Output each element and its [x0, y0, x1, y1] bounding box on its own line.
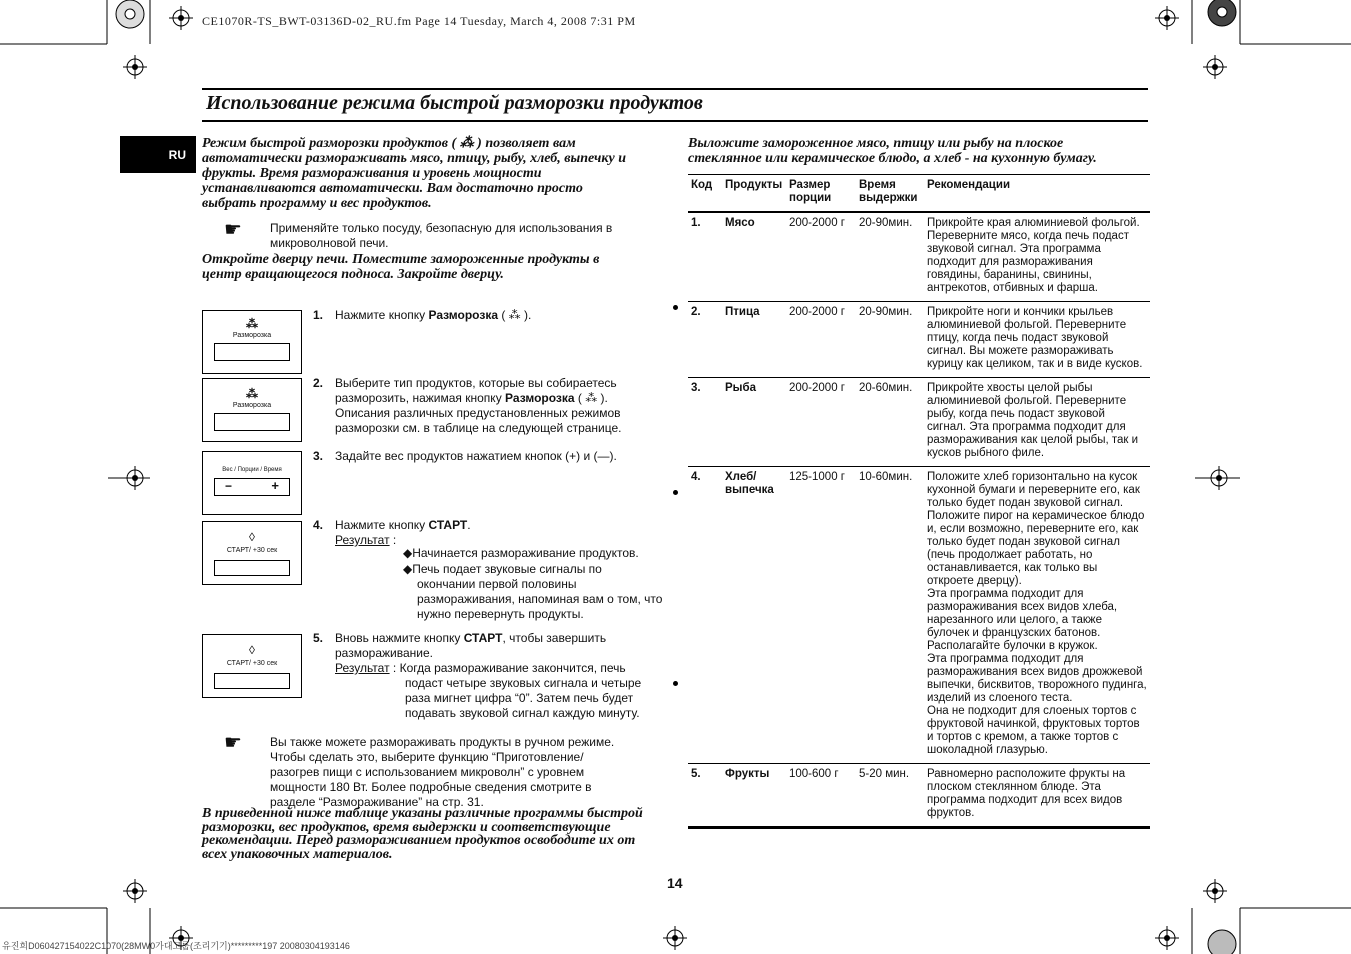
weight-buttons [214, 478, 290, 496]
file-header: CE1070R-TS_BWT-03136D-02_RU.fm Page 14 Tuesday, March 4, 2008 7:31 PM [202, 14, 636, 28]
note-hand-icon: ☛ [224, 219, 242, 241]
step-text: ( ⁂ ). [498, 308, 532, 322]
result-line: : Когда размораживание закончится, печь [389, 661, 626, 675]
row-code: 3. [688, 378, 722, 467]
language-tab-label: RU [168, 148, 186, 162]
step-4-text [335, 518, 665, 548]
open-door-line: Откройте дверцу печи. Поместите замороженные продукты в [202, 252, 600, 267]
right-intro-line: стеклянное или керамическое блюдо, а хлеб - на кухонную бумагу. [688, 151, 1097, 166]
header-time [856, 175, 924, 213]
note-line: Чтобы сделать это, выберите функцию “Приготовление/ [270, 750, 584, 764]
step-3-text: Задайте вес продуктов нажатием кнопок (+) и (—). [335, 449, 617, 463]
intro-line: Режим быстрой разморозки продуктов ( ⁂ ) позволяет вам [202, 136, 576, 151]
recommendation-paragraph: Эта программа подходит для размораживания всех видов дрожжевой выпечки, бисквитов, творожного пудинга, изделий из слоеного теста. [927, 653, 1147, 704]
outro-line: рекомендации. Перед размораживанием продуктов освободите их от [202, 833, 636, 848]
language-tab [120, 136, 196, 173]
separator-dot [673, 681, 678, 686]
intro-line: фрукты. Время размораживания и уровень мощности [202, 166, 542, 181]
defrost-icon: ⁂ [246, 387, 258, 401]
step-number: 5. [313, 631, 324, 645]
header-code: Код [688, 175, 722, 213]
bullet-line: окончании первой половины [417, 577, 577, 591]
row-recommendation [924, 467, 1150, 764]
defrost-label: Разморозка [232, 332, 272, 339]
step-line: Выберите тип продуктов, которые вы собираетесь [335, 376, 617, 390]
table-row [688, 764, 1150, 828]
step-bold: Разморозка [428, 308, 498, 322]
row-recommendation: Прикройте хвосты целой рыбы алюминиевой фольгой. Переверните рыбу, когда печь подаст звуковой сигнал. Эта программа подходит для размораживания как целой рыбы, так и кусков рыбного филе. [924, 378, 1150, 467]
table-row [688, 212, 1150, 302]
defrost-table [688, 174, 1150, 829]
step-number: 4. [313, 518, 324, 532]
table-row [688, 302, 1150, 378]
outro-line: разморозки, вес продуктов, время выдержки и соответствующие [202, 819, 611, 835]
weight-label: Вес / Порции / Время [222, 467, 282, 473]
row-code: 4. [688, 467, 722, 764]
start-panel-illustration [202, 521, 302, 585]
row-time: 20-90мин. [856, 302, 924, 378]
step-bold: Разморозка [505, 391, 575, 405]
recommendation-paragraph: Положите хлеб горизонтально на кусок кухонной бумаги и переверните его, как только будет подан звуковой сигнал. Положите пирог на керамическое блюдо и, если возможно, переверните его, как только будет подан звуковой сигнал (печь продолжает работать, но останавливается, как только вы откроете дверцу). [927, 471, 1145, 587]
row-product: Птица [722, 302, 786, 378]
step-number: 1. [313, 308, 324, 322]
row-size: 200-2000 г [786, 378, 856, 467]
defrost-label: Разморозка [232, 402, 272, 409]
step-text: Нажмите кнопку [335, 308, 429, 322]
intro-line: автоматически размораживать мясо, птицу, рыбу, хлеб, выпечку и [202, 151, 626, 166]
result-line: подаст четыре звуковых сигнала и четыре [405, 676, 642, 690]
recommendation-paragraph: Эта программа подходит для размораживания всех видов хлеба, нарезанного или целого, а также булочек и французских батонов. Располагайте булочки в кружок. [927, 588, 1118, 652]
display-box [214, 673, 290, 689]
display-box [214, 560, 290, 576]
outro-line: В приведенной ниже таблице указаны различные программы быстрой [202, 806, 643, 821]
step-bold: СТАРТ [463, 631, 503, 645]
step-text: Вновь нажмите кнопку [335, 631, 464, 645]
minus-icon: − [225, 479, 233, 493]
row-code: 5. [688, 764, 722, 828]
note-line: микроволновой печи. [270, 236, 389, 250]
display-box [214, 343, 290, 361]
separator-dot [673, 305, 678, 310]
row-recommendation: Прикройте ноги и кончики крыльев алюминиевой фольгой. Переверните птицу, когда печь подаст звуковой сигнал. Вы можете размораживать курицу как целиком, так и в виде кусков. [924, 302, 1150, 378]
bullet-line: нужно перевернуть продукты. [417, 607, 584, 621]
intro-text [202, 136, 672, 211]
note-text [270, 221, 660, 251]
intro-line: выбрать программу и вес продуктов. [202, 196, 432, 211]
header-line: Время [859, 179, 896, 191]
row-time: 20-90мин. [856, 212, 924, 302]
note-line: мощности 180 Вт. Более подробные сведения смотрите в [270, 780, 592, 794]
step-text: , чтобы завершить [502, 631, 607, 645]
start-label: СТАРТ/ +30 сек [226, 547, 278, 554]
page-title: Использование режима быстрой разморозки продуктов [206, 92, 703, 114]
bullet-line: ◆Печь подает звуковые сигналы по [403, 562, 602, 576]
row-product: Мясо [722, 212, 786, 302]
step-2-text [335, 376, 665, 436]
plus-icon: + [271, 478, 279, 493]
start-panel-illustration [202, 634, 302, 698]
product-line: выпечка [725, 484, 774, 496]
row-size: 125-1000 г [786, 467, 856, 764]
open-door-line: центр вращающегося подноса. Закройте дверцу. [202, 267, 504, 282]
header-recommendations: Рекомендации [924, 175, 1150, 213]
step-line: разморозки см. в таблице на следующей странице. [335, 421, 622, 435]
table-row [688, 467, 1150, 764]
separator-dot [673, 490, 678, 495]
step-number: 2. [313, 376, 324, 390]
header-line: Размер [789, 179, 831, 191]
start-icon: ◊ [249, 530, 255, 544]
intro-line: устанавливаются автоматически. Вам достаточно просто [202, 181, 583, 196]
start-icon: ◊ [249, 643, 255, 657]
result-line: раза мигнет цифра “0”. Затем печь будет [405, 691, 634, 705]
footer-note: 유진희D060427154022C1070(28MW0가대고룹(조리기기)*********197 20080304193146 [2, 941, 350, 951]
defrost-panel-illustration [202, 378, 302, 442]
header-line: выдержки [859, 192, 918, 204]
step-text: . [467, 518, 471, 532]
product-line: Хлеб/ [725, 471, 757, 483]
note-hand-icon: ☛ [224, 732, 242, 754]
step-1-text [335, 308, 531, 323]
row-time: 5-20 мин. [856, 764, 924, 828]
row-product [722, 467, 786, 764]
display-box [214, 413, 290, 431]
note-line: разогрев пищи с использованием микроволн” с уровнем [270, 765, 585, 779]
start-label: СТАРТ/ +30 сек [226, 660, 278, 667]
row-code: 2. [688, 302, 722, 378]
row-time: 10-60мин. [856, 467, 924, 764]
bullet-line: ◆Начинается размораживание продуктов. [403, 546, 639, 560]
step-line: размораживание. [335, 646, 433, 660]
result-label: Результат [335, 661, 390, 675]
table-header-row [688, 175, 1150, 213]
row-recommendation: Прикройте края алюминиевой фольгой. Переверните мясо, когда печь подаст звуковой сигнал. Эта программа подходит для размораживания говядины, баранины, свинины, антрекотов, отбивных и фарша. [924, 212, 1150, 302]
row-size: 200-2000 г [786, 302, 856, 378]
outro-text [202, 807, 672, 861]
step-number: 3. [313, 449, 324, 463]
note-line: Вы также можете размораживать продукты в ручном режиме. [270, 735, 615, 749]
step-bold: СТАРТ [428, 518, 468, 532]
note-line: разделе “Размораживание” на стр. 31. [270, 795, 484, 809]
step-line: Описания различных предустановленных режимов [335, 406, 621, 420]
header-product: Продукты [722, 175, 786, 213]
step-text: разморозить, нажимая кнопку [335, 391, 506, 405]
recommendation-paragraph: Она не подходит для слоеных тортов с фруктовой начинкой, фруктовых тортов и тортов с кремом, а также тортов с шоколадной глазурью. [927, 705, 1140, 756]
row-product: Фрукты [722, 764, 786, 828]
row-size: 100-600 г [786, 764, 856, 828]
page-number: 14 [667, 875, 683, 891]
step-4-bullets [403, 546, 665, 622]
defrost-icon: ⁂ [246, 317, 258, 331]
open-door-text [202, 252, 672, 282]
result-label: Результат [335, 533, 390, 547]
weight-panel-illustration [202, 451, 302, 515]
result-line: подавать звуковой сигнал каждую минуту. [405, 706, 640, 720]
outro-line: всех упаковочных материалов. [202, 846, 393, 862]
row-time: 20-60мин. [856, 378, 924, 467]
step-text: ( ⁂ ). [574, 391, 608, 405]
row-recommendation: Равномерно расположите фрукты на плоском стеклянном блюде. Эта программа подходит для всех видов фруктов. [924, 764, 1150, 828]
right-intro-line: Выложите замороженное мясо, птицу или рыбу на плоское [688, 136, 1064, 151]
step-text: Нажмите кнопку [335, 518, 429, 532]
header-size [786, 175, 856, 213]
defrost-panel-illustration [202, 310, 302, 374]
table-row [688, 378, 1150, 467]
note-line: Применяйте только посуду, безопасную для использования в [270, 221, 613, 235]
row-size: 200-2000 г [786, 212, 856, 302]
row-product: Рыба [722, 378, 786, 467]
row-code: 1. [688, 212, 722, 302]
result-colon: : [389, 533, 397, 547]
step-5-text [335, 631, 665, 721]
header-line: порции [789, 192, 832, 204]
bullet-line: размораживания, напоминая вам о том, что [417, 592, 663, 606]
note-text [270, 735, 665, 810]
right-intro [688, 136, 1150, 166]
